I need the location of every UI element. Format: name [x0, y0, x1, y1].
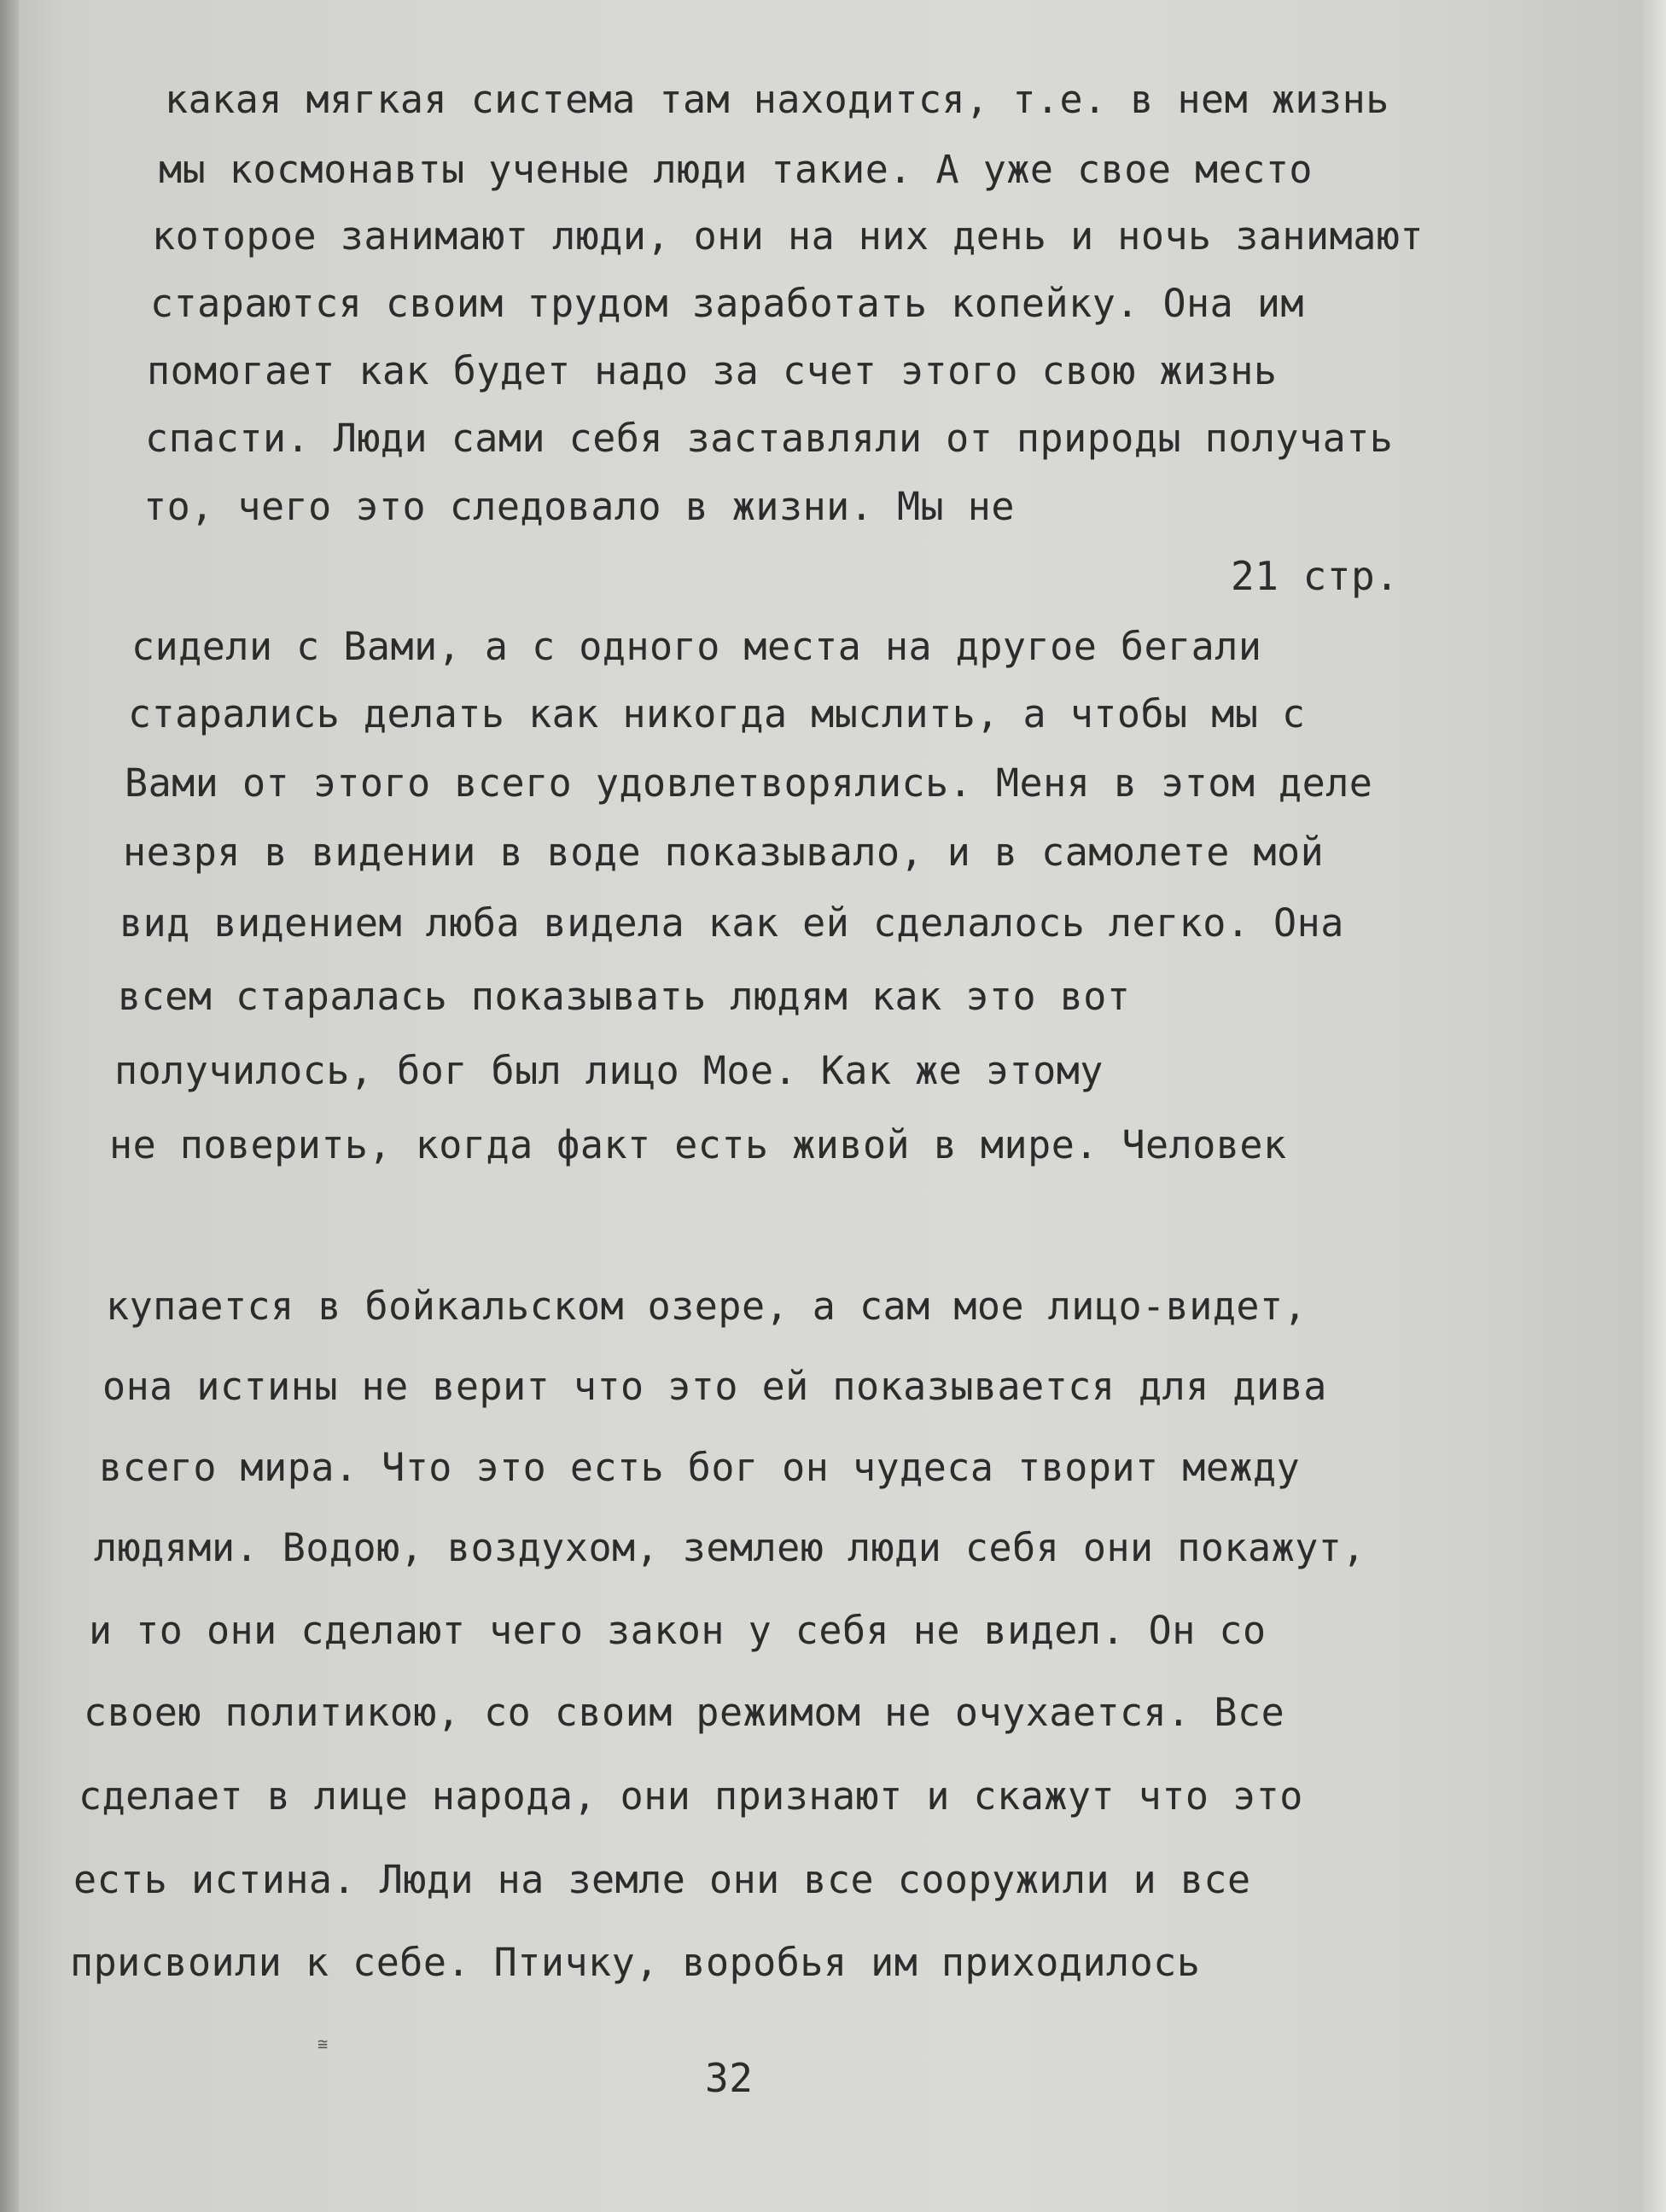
- text-line: сидели с Вами, а с одного места на другое бегали: [131, 624, 1262, 669]
- text-line: помогает как будет надо за счет этого свою жизнь: [147, 348, 1278, 393]
- text-line: и то они сделают чего закон у себя не видел. Он со: [89, 1608, 1267, 1653]
- text-line: спасти. Люди сами себя заставляли от природы получать: [145, 416, 1394, 461]
- text-line: старались делать как никогда мыслить, а чтобы мы с: [128, 691, 1306, 736]
- page-number: 32: [705, 2055, 754, 2101]
- text-line: не поверить, когда факт есть живой в мире. Человек: [109, 1122, 1287, 1167]
- small-ink-mark: ≅: [317, 2034, 329, 2054]
- text-line: незря в видении в воде показывало, и в самолете мой: [123, 830, 1325, 875]
- text-line: которое занимают люди, они на них день и ночь занимают: [152, 213, 1424, 259]
- text-line: то, чего это следовало в жизни. Мы не: [143, 484, 1015, 529]
- text-line: присвоили к себе. Птичку, воробья им приходилось: [70, 1940, 1201, 1985]
- text-line: стараются своим трудом заработать копейку. Она им: [150, 281, 1305, 326]
- text-line: она истины не верит что это ей показывается для дива: [102, 1364, 1327, 1409]
- text-line: какая мягкая система там находится, т.е. в нем жизнь: [165, 77, 1389, 122]
- text-line: сделает в лице народа, они признают и скажут что это: [79, 1773, 1303, 1819]
- text-line: всем старалась показывать людям как это вот: [118, 974, 1131, 1019]
- text-line: своею политикою, со своим режимом не очухается. Все: [84, 1690, 1285, 1735]
- text-line: купается в бойкальском озере, а сам мое лицо-видет,: [106, 1284, 1308, 1329]
- text-line: получилось, бог был лицо Мое. Как же этому: [114, 1048, 1104, 1093]
- text-line: Вами от этого всего удовлетворялись. Меня в этом деле: [125, 760, 1373, 806]
- text-line: мы космонавты ученые люди такие. А уже свое место: [159, 147, 1314, 192]
- text-line: есть истина. Люди на земле они все сооружили и все: [73, 1857, 1251, 1902]
- page-reference: 21 стр.: [1231, 553, 1400, 599]
- text-line: вид видением люба видела как ей сделалось легко. Она: [119, 900, 1344, 946]
- text-line: всего мира. Что это есть бог он чудеса творит между: [99, 1445, 1301, 1490]
- text-line: людями. Водою, воздухом, землею люди себя они покажут,: [94, 1525, 1366, 1570]
